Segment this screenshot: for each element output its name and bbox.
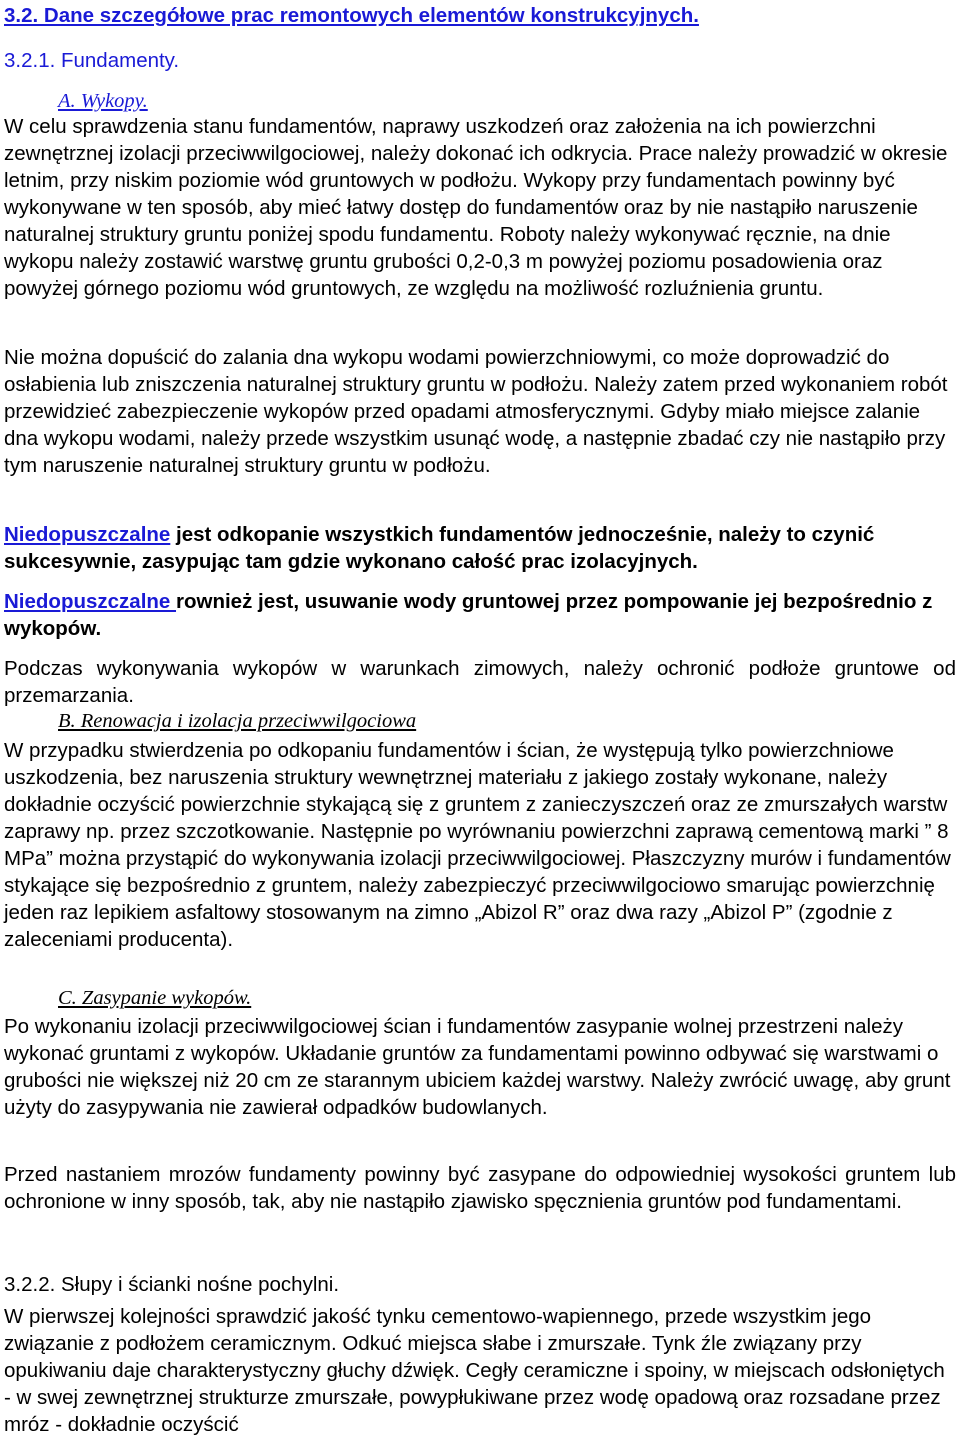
paragraph-c2: Przed nastaniem mrozów fundamenty powinny być zasypane do odpowiedniej wysokości gruntem lub ochronione w inny sposób, tak, aby nie nastąpiło zjawisko spęcznienia gruntów pod fundamentami. bbox=[4, 1163, 956, 1213]
paragraph-a2: Nie można dopuścić do zalania dna wykopu wodami powierzchniowymi, co może doprowadzić do osłabienia lub zniszczenia naturalnej struktury gruntu w podłożu. Należy zatem przed wykonaniem robót przewidzieć zabezpieczenie wykopów przed opadami atmosferycznymi. Gdyby miało miejsce zalanie dna wykopu wodami, należy przede wszystkim usunąć wodę, a następnie zbadać czy nie nastąpiło przy tym naruszenie naturalnej struktury gruntu w podłożu. bbox=[4, 346, 948, 477]
paragraph-a4-text: rownież jest, usuwanie wody gruntowej przez pompowanie jej bezpośrednio z wykopów. bbox=[4, 590, 933, 640]
section-title-b: B. Renowacja i izolacja przeciwwilgociowa bbox=[58, 710, 417, 732]
subsection-heading-3-2-2: 3.2.2. Słupy i ścianki nośne pochylni. bbox=[4, 1273, 340, 1296]
paragraph-a5: Podczas wykonywania wykopów w warunkach zimowych, należy ochronić podłoże gruntowe od przemarzania. bbox=[4, 657, 956, 707]
section-heading-3-2: 3.2. Dane szczegółowe prac remontowych elementów konstrukcyjnych. bbox=[4, 4, 699, 27]
subsection-heading-3-2-1: 3.2.1. Fundamenty. bbox=[4, 49, 180, 72]
paragraph-b1: W przypadku stwierdzenia po odkopaniu fundamentów i ścian, że występują tylko powierzchniowe uszkodzenia, bez naruszenia struktury wewnętrznej materiału z jakiego zostały wykonane, należy dokładnie oczyścić powierzchnie stykającą się z gruntem z zanieczyszczeń oraz ze zmurszałych warstw zaprawy np. przez szczotkowanie. Następnie po wyrównaniu powierzchni zaprawą cementową marki ” 8 MPa” można przystąpić do wykonywania izolacji przeciwwilgociowej. Płaszczyzny murów i fundamentów stykające się bezpośrednio z gruntem, należy zabezpieczyć przeciwwilgociowo smarując powierzchnię jeden raz lepikiem asfaltowy stosowanym na zimno „Abizol R” oraz dwa razy „Abizol P” (zgodnie z zaleceniami producenta). bbox=[4, 739, 951, 951]
paragraph-a1: W celu sprawdzenia stanu fundamentów, naprawy uszkodzeń oraz założenia na ich powierzchni zewnętrznej izolacji przeciwwilgociowej, należy dokonać ich odkrycia. Prace należy prowadzić w okresie letnim, przy niskim poziomie wód gruntowych w podłożu. Wykopy przy fundamentach powinny być wykonywane w ten sposób, aby mieć łatwy dostęp do fundamentów oraz by nie nastąpiło naruszenie naturalnej struktury gruntu poniżej spodu fundamentu. Roboty należy wykonywać ręcznie, na dnie wykopu należy zostawić warstwę gruntu grubości 0,2-0,3 m powyżej poziomu posadowienia oraz powyżej górnego poziomu wód gruntowych, ze względu na możliwość rozluźnienia gruntu. bbox=[4, 115, 948, 300]
emphasis-underline: Niedopuszczalne bbox=[4, 590, 177, 613]
paragraph-a3 bbox=[4, 521, 956, 575]
section-title-a: A. Wykopy. bbox=[58, 90, 148, 112]
paragraph-322-1: W pierwszej kolejności sprawdzić jakość tynku cementowo-wapiennego, przede wszystkim jego związanie z podłożem ceramicznym. Odkuć miejsca słabe i zmurszałe. Tynk źle związany przy opukiwaniu daje charakterystyczny głuchy dźwięk. Cegły ceramiczne i spoiny, w miejscach odsłoniętych - w swej zewnętrznej strukturze zmurszałe, powypłukiwane przez wodę opadową oraz rozsadane przez mróz - dokładnie oczyścić bbox=[4, 1305, 945, 1436]
paragraph-c1: Po wykonaniu izolacji przeciwwilgociowej ścian i fundamentów zasypanie wolnej przestrzeni należy wykonać gruntami z wykopów. Układanie gruntów za fundamentami powinno odbywać się warstwami o grubości nie większej niż 20 cm ze starannym ubiciem każdej warstwy. Należy zwrócić uwagę, aby grunt użyty do zasypywania nie zawierał odpadków budowlanych. bbox=[4, 1015, 951, 1119]
emphasis-underline: Niedopuszczalne bbox=[4, 523, 171, 546]
section-title-c: C. Zasypanie wykopów. bbox=[58, 987, 252, 1009]
paragraph-a3-text: jest odkopanie wszystkich fundamentów jednocześnie, należy to czynić sukcesywnie, zasypując tam gdzie wykonano całość prac izolacyjnych. bbox=[4, 523, 875, 573]
paragraph-a4 bbox=[4, 588, 956, 642]
